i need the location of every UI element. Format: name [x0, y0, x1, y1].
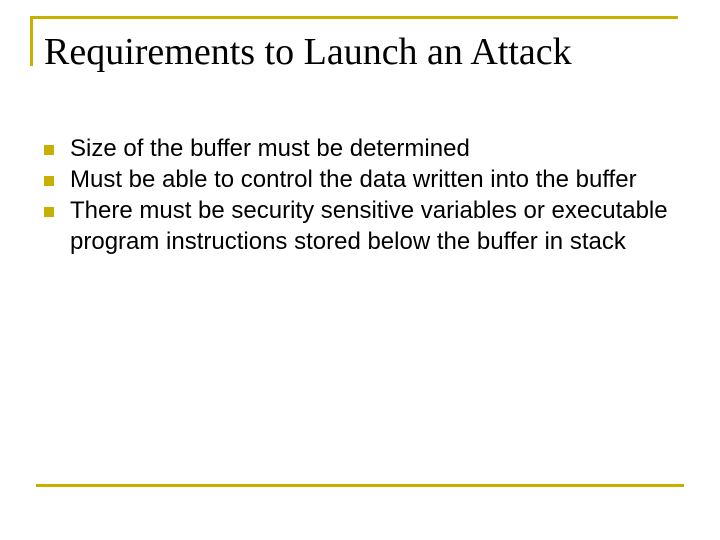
bullet-text: Size of the buffer must be determined: [70, 135, 470, 162]
bullet-item: [40, 195, 680, 257]
square-bullet-icon: [44, 176, 54, 186]
bullet-item: [40, 164, 680, 195]
frame-left-rule: [30, 16, 33, 66]
frame-top-rule: [30, 16, 678, 19]
bullet-text: Must be able to control the data written into the buffer: [70, 166, 637, 193]
bullet-text: There must be security sensitive variables or executable program instructions stored below the buffer in stack: [70, 197, 668, 255]
bullet-list: [40, 133, 680, 257]
square-bullet-icon: [44, 145, 54, 155]
frame-bottom-rule: [36, 484, 684, 487]
bullet-item: [40, 133, 680, 164]
square-bullet-icon: [44, 207, 54, 217]
slide-title: Requirements to Launch an Attack: [44, 31, 572, 73]
